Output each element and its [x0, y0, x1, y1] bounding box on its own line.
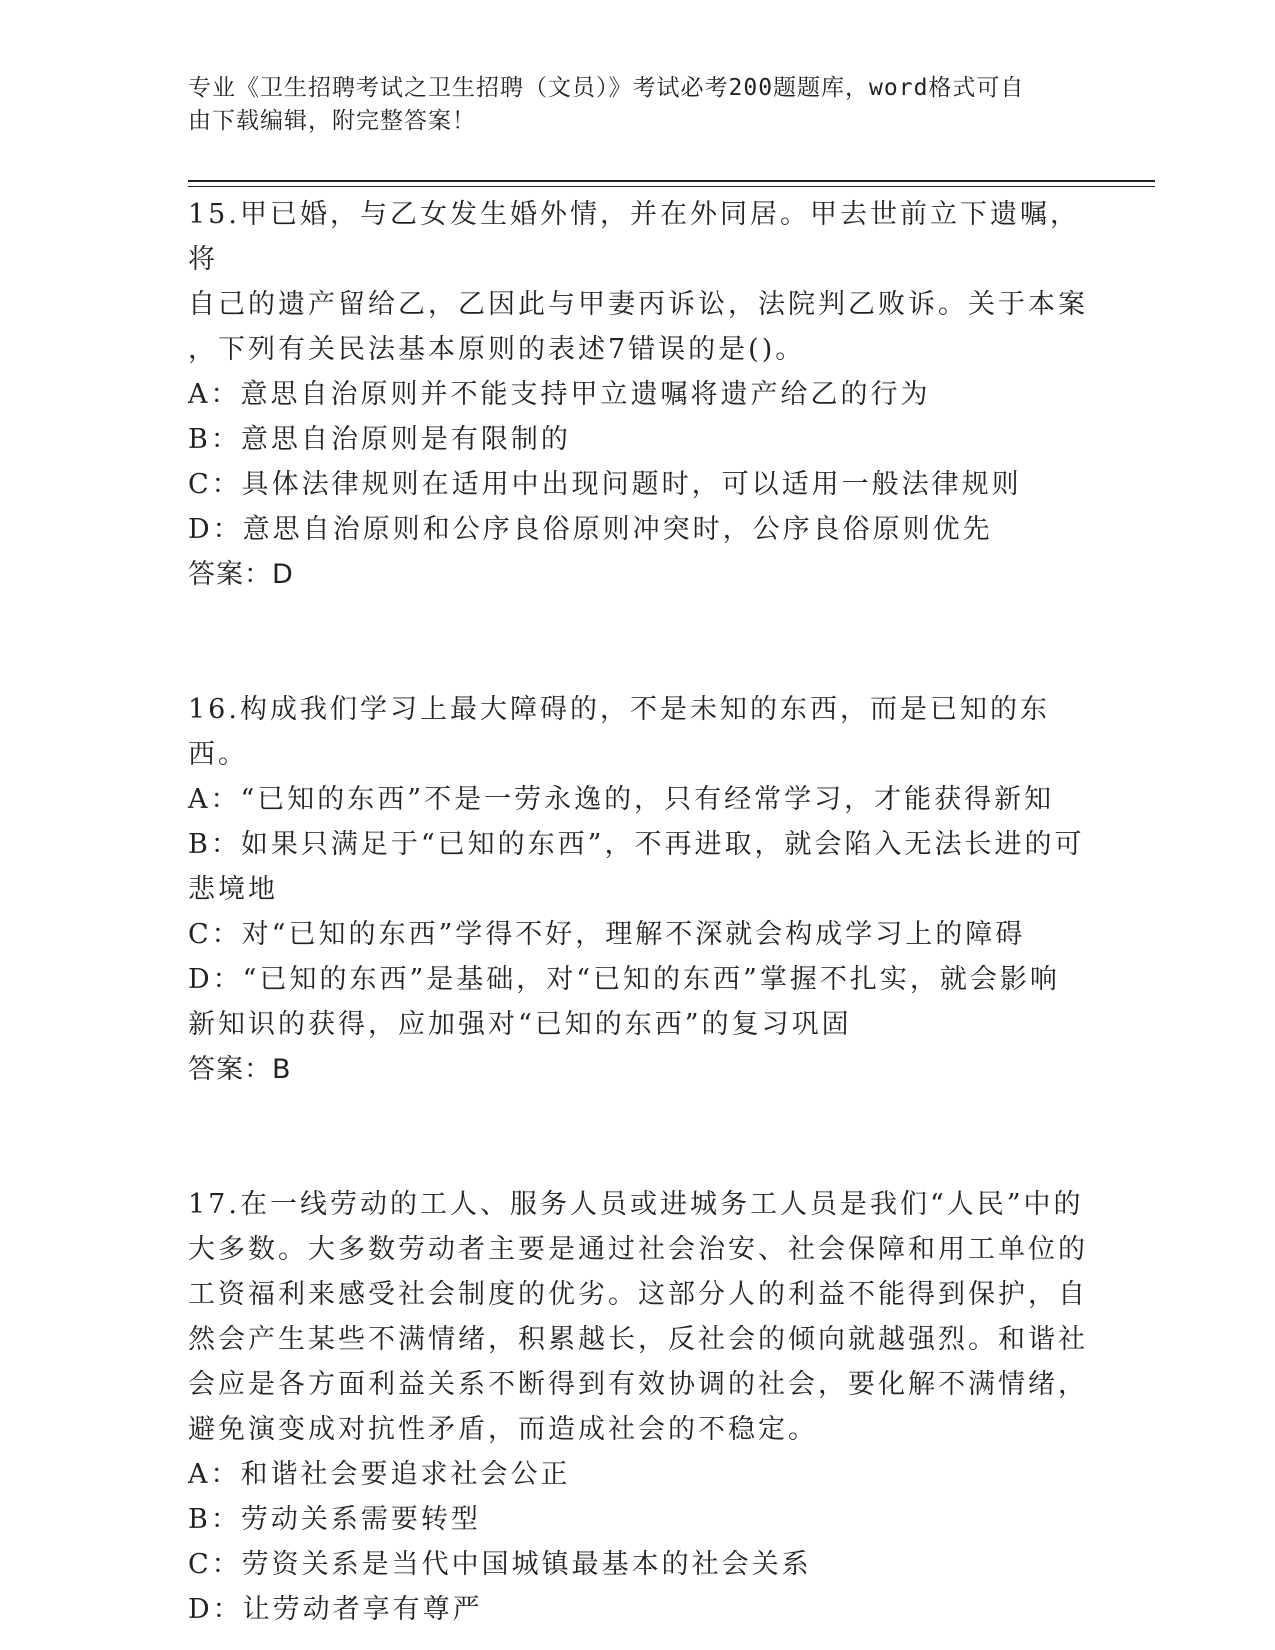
question-15-option-c: C：具体法律规则在适用中出现问题时，可以适用一般法律规则 — [188, 469, 1022, 500]
question-15-option-d: D：意思自治原则和公序良俗原则冲突时，公序良俗原则优先 — [188, 514, 993, 545]
question-17-line-4: 然会产生某些不满情绪，积累越长，反社会的倾向就越强烈。和谐社 — [188, 1324, 1088, 1355]
question-16-option-d-line-2: 新知识的获得，应加强对“已知的东西”的复习巩固 — [188, 1009, 852, 1040]
question-17-option-c: C：劳资关系是当代中国城镇最基本的社会关系 — [188, 1549, 812, 1580]
question-16-answer: 答案：B — [188, 1054, 292, 1085]
question-16-option-b-line-1: B：如果只满足于“已知的东西”，不再进取，就会陷入无法长进的可 — [188, 829, 1085, 860]
question-list — [188, 192, 1088, 1632]
question-17-option-d: D：让劳动者享有尊严 — [188, 1594, 483, 1625]
question-16-option-a: A：“已知的东西”不是一劳永逸的，只有经常学习，才能获得新知 — [188, 784, 1055, 815]
question-15-line-2: 自己的遗产留给乙，乙因此与甲妻丙诉讼，法院判乙败诉。关于本案 — [188, 289, 1088, 320]
question-17-option-b: B：劳动关系需要转型 — [188, 1504, 481, 1535]
spacer — [188, 1092, 1088, 1182]
header-divider-thin — [188, 186, 1155, 187]
question-15-line-3: ，下列有关民法基本原则的表述7错误的是()。 — [188, 334, 806, 365]
question-16-option-d-line-1: D：“已知的东西”是基础，对“已知的东西”掌握不扎实，就会影响 — [188, 964, 1060, 995]
question-17-line-3: 工资福利来感受社会制度的优劣。这部分人的利益不能得到保护，自 — [188, 1279, 1088, 1310]
question-17 — [188, 1182, 1088, 1632]
header-line-2: 由下载编辑，附完整答案！ — [188, 108, 476, 134]
question-16-option-c: C：对“已知的东西”学得不好，理解不深就会构成学习上的障碍 — [188, 919, 1026, 950]
question-15-answer: 答案：D — [188, 559, 294, 590]
question-15-option-a: A：意思自治原则并不能支持甲立遗嘱将遗产给乙的行为 — [188, 379, 931, 410]
question-17-line-5: 会应是各方面利益关系不断得到有效协调的社会，要化解不满情绪， — [188, 1369, 1088, 1400]
question-15-line-1: 15.甲已婚，与乙女发生婚外情，并在外同居。甲去世前立下遗嘱，将 — [188, 199, 1080, 275]
spacer — [188, 597, 1088, 687]
question-17-line-2: 大多数。大多数劳动者主要是通过社会治安、社会保障和用工单位的 — [188, 1234, 1088, 1265]
question-15 — [188, 192, 1088, 597]
header-line-1: 专业《卫生招聘考试之卫生招聘（文员）》考试必考200题题库，word格式可自 — [188, 75, 1025, 101]
question-17-option-a: A：和谐社会要追求社会公正 — [188, 1459, 571, 1490]
question-16-line-1: 16.构成我们学习上最大障碍的，不是未知的东西，而是已知的东西。 — [188, 694, 1050, 770]
question-15-option-b: B：意思自治原则是有限制的 — [188, 424, 571, 455]
question-16-option-b-line-2: 悲境地 — [188, 874, 278, 905]
question-17-line-6: 避免演变成对抗性矛盾，而造成社会的不稳定。 — [188, 1414, 818, 1445]
header-divider-thick — [188, 180, 1155, 182]
question-16 — [188, 687, 1088, 1092]
document-header — [188, 72, 1088, 138]
question-17-line-1: 17.在一线劳动的工人、服务人员或进城务工人员是我们“人民”中的 — [188, 1189, 1084, 1220]
